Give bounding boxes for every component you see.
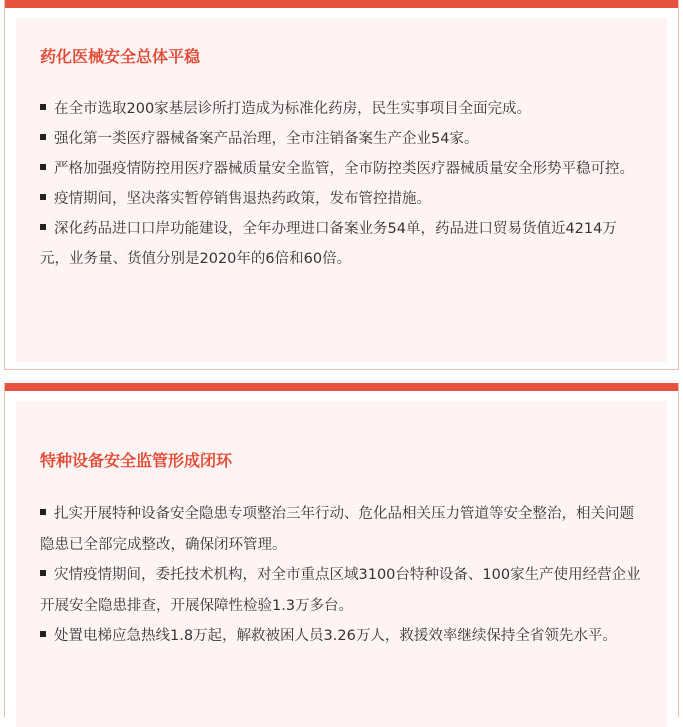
list-item <box>16 94 667 124</box>
list-item <box>16 499 667 560</box>
list-item-text: 深化药品进口口岸功能建设，全年办理进口备案业务54单，药品进口贸易货值近4214万元，业务量、货值分别是2020年的6倍和60倍。 <box>40 221 617 267</box>
list-item <box>16 621 667 652</box>
list-item <box>16 214 667 274</box>
square-bullet-icon <box>40 509 46 515</box>
list-item <box>16 154 667 184</box>
list-item-text: 扎实开展特种设备安全隐患专项整治三年行动、危化品相关压力管道等安全整治，相关问题隐患已全部完成整改，确保闭环管理。 <box>40 506 634 553</box>
list-item-text: 强化第一类医疗器械备案产品治理，全市注销备案生产企业54家。 <box>54 131 479 147</box>
section-card-drug-safety <box>4 0 679 370</box>
list-item <box>16 184 667 214</box>
section-header-bar <box>5 0 678 8</box>
section-panel <box>16 401 667 727</box>
square-bullet-icon <box>40 134 46 140</box>
list-item-text: 灾情疫情期间，委托技术机构，对全市重点区域3100台特种设备、100家生产使用经营企业开展安全隐患排查，开展保障性检验1.3万多台。 <box>40 567 641 614</box>
section-panel <box>16 18 667 362</box>
square-bullet-icon <box>40 104 46 110</box>
list-item <box>16 560 667 621</box>
bullet-list <box>16 472 667 652</box>
square-bullet-icon <box>40 164 46 170</box>
square-bullet-icon <box>40 570 46 576</box>
list-item <box>16 124 667 154</box>
square-bullet-icon <box>40 224 46 230</box>
list-item-text: 严格加强疫情防控用医疗器械质量安全监管，全市防控类医疗器械质量安全形势平稳可控。 <box>54 161 634 177</box>
list-item-text: 处置电梯应急热线1.8万起，解救被困人员3.26万人，救援效率继续保持全省领先水平。 <box>54 628 617 644</box>
list-item-text: 疫情期间，坚决落实暂停销售退热药政策，发布管控措施。 <box>54 191 431 207</box>
section-title: 特种设备安全监管形成闭环 <box>40 451 233 470</box>
section-card-special-equipment <box>4 383 679 717</box>
bullet-list <box>16 68 667 274</box>
square-bullet-icon <box>40 194 46 200</box>
list-item-text: 在全市选取200家基层诊所打造成为标准化药房，民生实事项目全面完成。 <box>54 101 532 117</box>
section-header-bar <box>5 383 678 391</box>
square-bullet-icon <box>40 631 46 637</box>
section-title: 药化医械安全总体平稳 <box>40 47 201 66</box>
